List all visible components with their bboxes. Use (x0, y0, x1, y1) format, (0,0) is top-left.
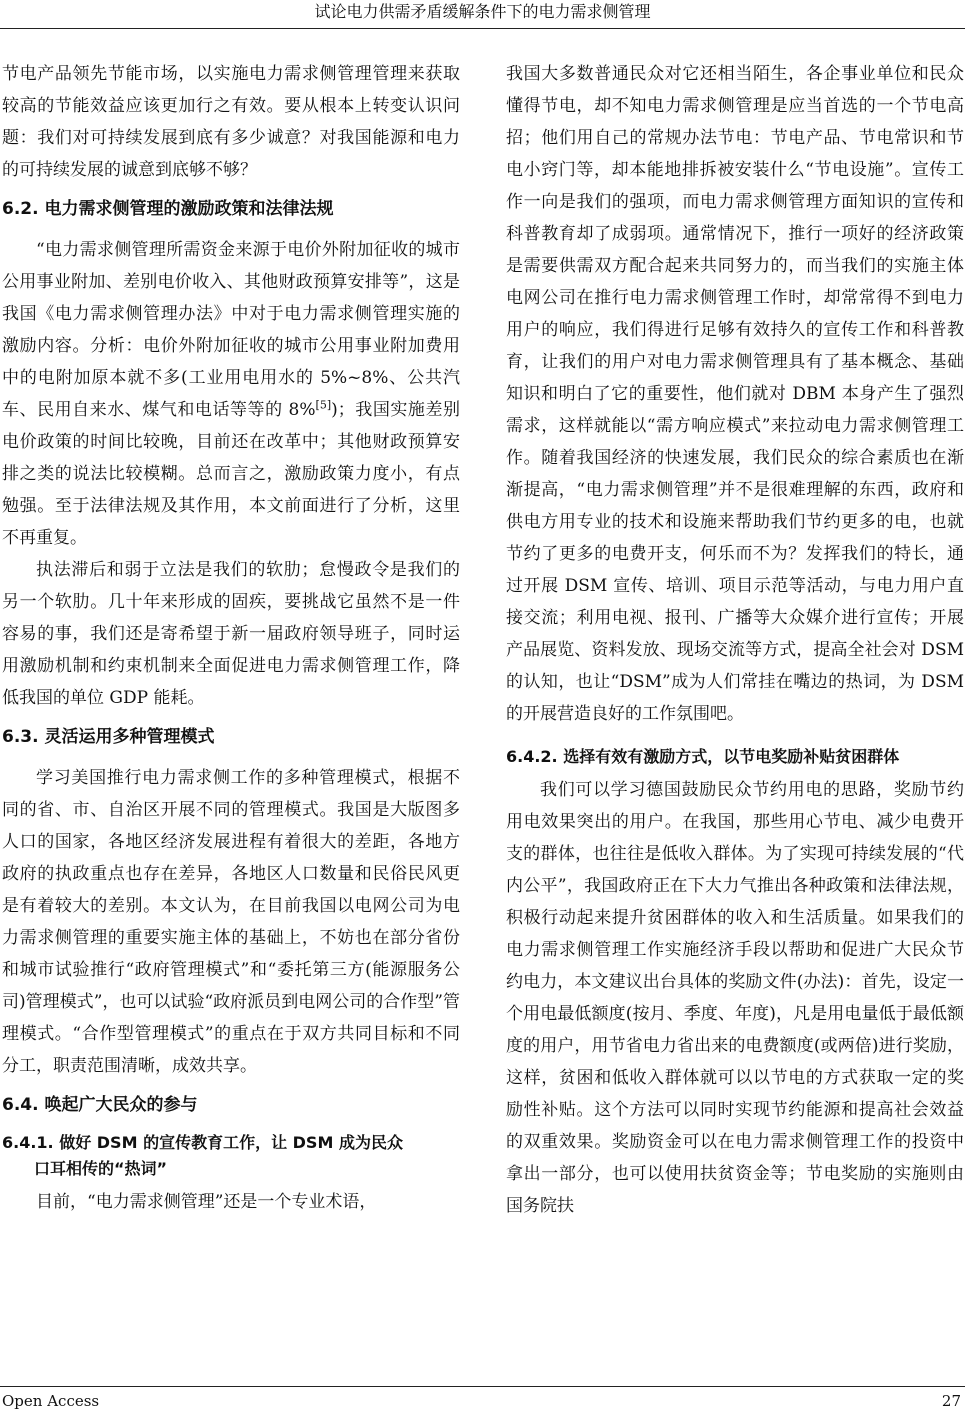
subsection-heading-line: 6.4.1. 做好 DSM 的宣传教育工作，让 DSM 成为民众 (2, 1133, 403, 1152)
paragraph: 学习美国推行电力需求侧工作的多种管理模式，根据不同的省、市、自治区开展不同的管理模式。我国是大版图多人口的国家，各地区经济发展进程有着很大的差距，各地方政府的执政重点也存在差异，各地区人口数量和民俗民风更是有着较大的差别。本文认为，在目前我国以电网公司为电力需求侧管理的重要实施主体的基础上，不妨也在部分省份和城市试验推行“政府管理模式”和“委托第三方(能源服务公司)管理模式”，也可以试验“政府派员到电网公司的合作型”管理模式。“合作型管理模式”的重点在于双方共同目标和不同分工，职责范围清晰，成效共享。 (2, 768, 460, 1076)
subsection-heading-line: 口耳相传的“热词” (34, 1159, 168, 1178)
section-heading-6-4: 6.4. 唤起广大民众的参与 (2, 1095, 198, 1115)
subsection-heading-6-4-2: 6.4.2. 选择有效有激励方式，以节电奖励补贴贫困群体 (506, 747, 900, 766)
right-column (506, 58, 964, 1358)
running-title: 试论电力供需矛盾缓解条件下的电力需求侧管理 (314, 2, 651, 21)
paragraph: 节电产品领先节能市场，以实施电力需求侧管理管理来获取较高的节能效益应该更加行之有效。要从根本上转变认识问题：我们对可持续发展到底有多少诚意？对我国能源和电力的可持续发展的诚意到底够不够？ (2, 64, 460, 180)
subsection-heading-6-4-1 (2, 1130, 460, 1182)
footer-label: Open Access (2, 1392, 100, 1410)
footer-rule (0, 1386, 965, 1387)
paragraph-text: “电力需求侧管理所需资金来源于电价外附加征收的城市公用事业附加、差别电价收入、其他财政预算安排等”，这是我国《电力需求侧管理办法》中对于电力需求侧管理实施的激励内容。分析：电价外附加征收的城市公用事业附加费用中的电附加原本就不多(工业用电用水的 5%~8%、公共汽车、民用自来水、煤气和电话等等的 8% (2, 240, 460, 420)
left-column (2, 58, 460, 1358)
paragraph (2, 234, 460, 554)
paragraph: 我们可以学习德国鼓励民众节约用电的思路，奖励节约用电效果突出的用户。在我国，那些用心节电、减少电费开支的群体，也往往是低收入群体。为了实现可持续发展的“代内公平”，我国政府正在下大力气推出各种政策和法律法规，积极行动起来提升贫困群体的收入和生活质量。如果我们的电力需求侧管理工作实施经济手段以帮助和促进广大民众节约电力，本文建议出台具体的奖励文件(办法)：首先，设定一个用电最低额度(按月、季度、年度)，凡是用电量低于最低额度的用户，用节省电力省出来的电费额度(或两倍)进行奖励，这样，贫困和低收入群体就可以以节电的方式获取一定的奖励性补贴。这个方法可以同时实现节约能源和提高社会效益的双重效果。奖励资金可以在电力需求侧管理工作的投资中拿出一部分，也可以使用扶贫资金等；节电奖励的实施则由国务院扶 (506, 780, 964, 1216)
paragraph: 执法滞后和弱于立法是我们的软肋；怠慢政令是我们的另一个软肋。几十年来形成的固疾，要挑战它虽然不是一件容易的事，我们还是寄希望于新一届政府领导班子，同时运用激励机制和约束机制来全面促进电力需求侧管理工作，降低我国的单位 GDP 能耗。 (2, 560, 460, 708)
paragraph-text: )；我国实施差别电价政策的时间比较晚，目前还在改革中；其他财政预算安排之类的说法比较模糊。总而言之，激励政策力度小，有点勉强。至于法律法规及其作用，本文前面进行了分析，这里不再重复。 (2, 400, 460, 548)
header-rule (0, 28, 965, 29)
section-heading-6-2: 6.2. 电力需求侧管理的激励政策和法律法规 (2, 199, 334, 219)
citation-ref[interactable]: [5] (315, 398, 332, 412)
paragraph: 我国大多数普通民众对它还相当陌生，各企事业单位和民众懂得节电，却不知电力需求侧管理是应当首选的一个节电高招；他们用自己的常规办法节电：节电产品、节电常识和节电小窍门等，却本能地排拆被安装什么“节电设施”。宣传工作一向是我们的强项，而电力需求侧管理方面知识的宣传和科普教育却了成弱项。通常情况下，推行一项好的经济政策是需要供需双方配合起来共同努力的，而当我们的实施主体电网公司在推行电力需求侧管理工作时，却常常得不到电力用户的响应，我们得进行足够有效持久的宣传工作和科普教育，让我们的用户对电力需求侧管理具有了基本概念、基础知识和明白了它的重要性，他们就对 DBM 本身产生了强烈需求，这样就能以“需方响应模式”来拉动电力需求侧管理工作。随着我国经济的快速发展，我们民众的综合素质也在渐渐提高，“电力需求侧管理”并不是很难理解的东西，政府和供电方用专业的技术和设施来帮助我们节约更多的电，也就节约了更多的电费开支，何乐而不为？发挥我们的特长，通过开展 DSM 宣传、培训、项目示范等活动，与电力用户直接交流；利用电视、报刊、广播等大众媒介进行宣传；开展产品展览、资料发放、现场交流等方式，提高全社会对 DSM 的认知，也让“DSM”成为人们常挂在嘴边的热词，为 DSM 的开展营造良好的工作氛围吧。 (506, 64, 964, 724)
page-number: 27 (941, 1392, 961, 1410)
section-heading-6-3: 6.3. 灵活运用多种管理模式 (2, 727, 215, 747)
paragraph: 目前，“电力需求侧管理”还是一个专业术语， (36, 1192, 377, 1212)
